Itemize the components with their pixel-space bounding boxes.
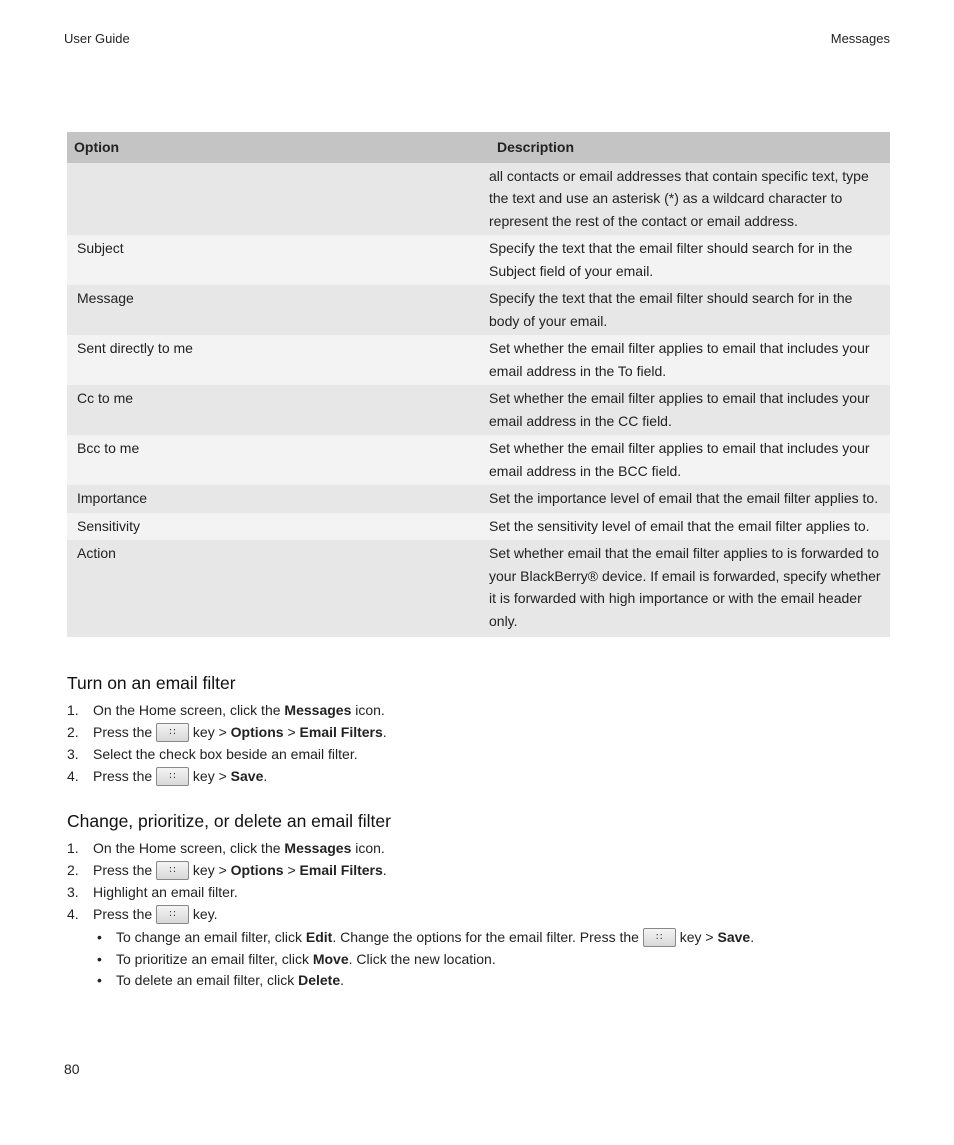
bullet-text: To delete an email filter, click: [116, 972, 299, 988]
step-number: 3.: [67, 884, 79, 900]
bullet-text: . Click the new location.: [348, 950, 496, 967]
column-header-option: Option: [67, 132, 479, 163]
step-bold-text: Options: [230, 862, 284, 878]
option-cell: Message: [67, 285, 479, 335]
menu-key-icon: ∷: [156, 767, 189, 786]
step-text: Press the: [93, 906, 157, 922]
step-text: Press the: [93, 768, 157, 784]
bullet-text: .: [340, 972, 345, 988]
bullet-text: . Change the options for the email filter. Press the: [332, 929, 643, 945]
table-row: [67, 513, 890, 541]
bullet-text: .: [750, 929, 755, 945]
menu-key-icon: ∷: [156, 723, 189, 742]
step-text: icon.: [351, 840, 385, 856]
step-item: [67, 881, 387, 903]
section-heading-turn-on-filter: Turn on an email filter: [67, 673, 236, 693]
menu-key-icon: ∷: [156, 861, 189, 880]
bullet-bold-text: Delete: [298, 972, 341, 988]
steps-list-change-filter: [67, 837, 387, 925]
bullet-bold-text: Save: [717, 929, 751, 945]
description-cell: Set whether the email filter applies to email that includes your email address in the To field.: [479, 335, 890, 385]
step-bold-text: Messages: [284, 840, 352, 856]
step-text: Highlight an email filter.: [93, 884, 238, 900]
table-row: [67, 335, 890, 385]
step-item: [67, 699, 387, 721]
bullet-item: [67, 927, 754, 949]
step-text: .: [382, 724, 387, 740]
step-number: 3.: [67, 746, 79, 762]
page-number: 80: [64, 1061, 80, 1077]
step-text: >: [283, 862, 300, 878]
description-cell: Set whether email that the email filter applies to is forwarded to your BlackBerry® device. If email is forwarded, specify whether it is forwarded with high importance or with the email header only.: [479, 540, 890, 637]
step-bold-text: Options: [230, 724, 284, 740]
step-text: >: [283, 724, 300, 740]
option-cell: Bcc to me: [67, 435, 479, 485]
bullet-bold-text: Edit: [305, 929, 333, 945]
description-cell: Set the importance level of email that the email filter applies to.: [479, 485, 890, 513]
step-item: [67, 837, 387, 859]
option-cell: Cc to me: [67, 385, 479, 435]
step-item: [67, 743, 387, 765]
bullet-text: To prioritize an email filter, click: [116, 950, 313, 967]
step-number: 4.: [67, 906, 79, 922]
option-cell: [67, 163, 479, 236]
option-cell: Importance: [67, 485, 479, 513]
step-text: .: [382, 862, 387, 878]
bullet-item: [67, 970, 754, 992]
menu-key-icon: ∷: [643, 928, 676, 947]
description-cell: Set whether the email filter applies to email that includes your email address in the CC field.: [479, 385, 890, 435]
bullet-list-filter-actions: [67, 927, 754, 992]
step-text: key >: [189, 724, 231, 740]
bullet-item: [67, 949, 754, 971]
bullet-icon: •: [97, 950, 102, 967]
bullet-icon: •: [97, 929, 102, 945]
option-cell: Subject: [67, 235, 479, 285]
step-text: .: [263, 768, 268, 784]
step-item: [67, 903, 387, 925]
step-text: Press the: [93, 862, 157, 878]
step-text: key >: [189, 862, 231, 878]
steps-list-turn-on: [67, 699, 387, 787]
option-cell: Sent directly to me: [67, 335, 479, 385]
step-text: key.: [189, 906, 218, 922]
menu-key-icon: ∷: [156, 905, 189, 924]
step-item: [67, 859, 387, 881]
table-row: [67, 385, 890, 435]
description-cell: Specify the text that the email filter should search for in the body of your email.: [479, 285, 890, 335]
step-text: icon.: [351, 702, 385, 718]
step-text: On the Home screen, click the: [93, 702, 285, 718]
description-cell: all contacts or email addresses that contain specific text, type the text and use an asterisk (*) as a wildcard character to represent the rest of the contact or email address.: [479, 163, 890, 236]
step-bold-text: Email Filters: [299, 724, 383, 740]
table-row: [67, 163, 890, 236]
step-text: Press the: [93, 724, 157, 740]
table-row: [67, 485, 890, 513]
column-header-description: Description: [479, 132, 890, 163]
bullet-text: To change an email filter, click: [116, 929, 306, 945]
step-number: 4.: [67, 768, 79, 784]
step-item: [67, 765, 387, 787]
step-bold-text: Email Filters: [299, 862, 383, 878]
step-text: Select the check box beside an email filter.: [93, 746, 358, 762]
step-text: On the Home screen, click the: [93, 840, 285, 856]
table-row: [67, 235, 890, 285]
option-cell: Action: [67, 540, 479, 637]
bullet-text: key >: [675, 929, 718, 945]
step-bold-text: Messages: [284, 702, 352, 718]
options-table: [67, 132, 890, 637]
step-bold-text: Save: [230, 768, 264, 784]
step-number: 2.: [67, 724, 79, 740]
section-heading-change-filter: Change, prioritize, or delete an email filter: [67, 811, 391, 831]
step-number: 1.: [67, 702, 79, 718]
step-text: key >: [189, 768, 231, 784]
table-row: [67, 285, 890, 335]
running-header-title: User Guide: [64, 31, 130, 46]
bullet-bold-text: Move: [312, 950, 349, 967]
running-header-section: Messages: [830, 31, 890, 46]
description-cell: Set whether the email filter applies to email that includes your email address in the BCC field.: [479, 435, 890, 485]
bullet-icon: •: [97, 972, 102, 988]
step-item: [67, 721, 387, 743]
table-header-row: [67, 132, 890, 163]
step-number: 2.: [67, 862, 79, 878]
table-row: [67, 435, 890, 485]
description-cell: Set the sensitivity level of email that the email filter applies to.: [479, 513, 890, 541]
step-number: 1.: [67, 840, 79, 856]
table-row: [67, 540, 890, 637]
description-cell: Specify the text that the email filter should search for in the Subject field of your email.: [479, 235, 890, 285]
option-cell: Sensitivity: [67, 513, 479, 541]
